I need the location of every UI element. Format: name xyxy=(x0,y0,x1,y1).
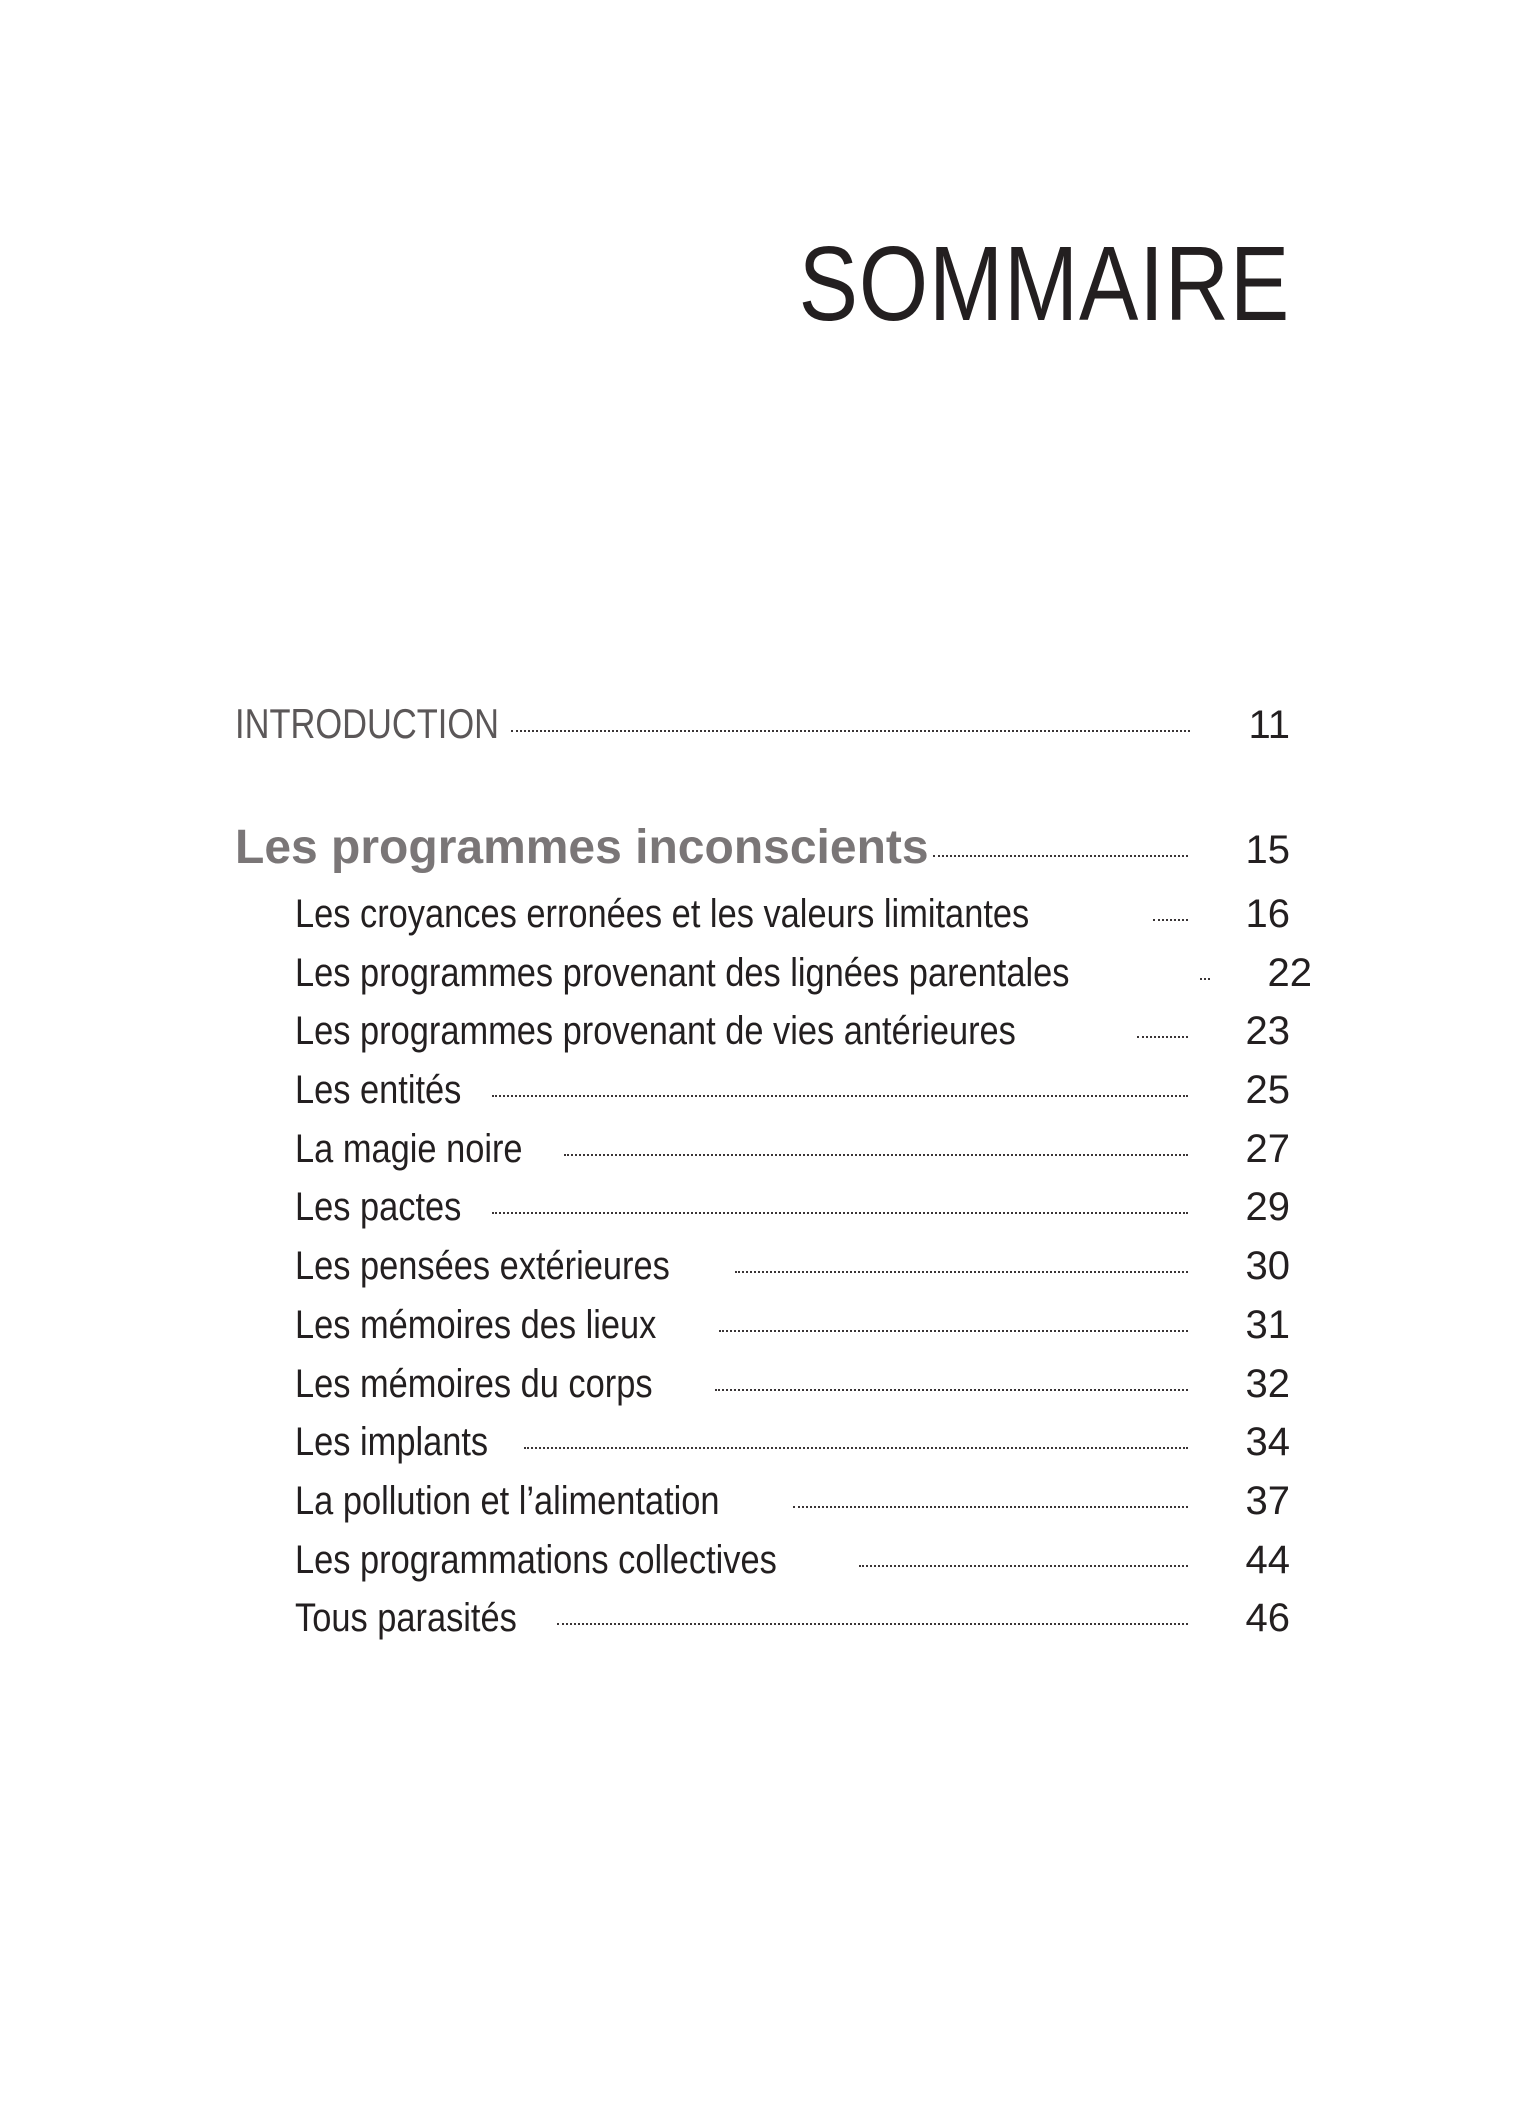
toc-label: INTRODUCTION xyxy=(235,700,500,747)
toc-row-entry[interactable] xyxy=(235,950,1313,1010)
dot-leader xyxy=(564,1154,1188,1156)
toc-row-entry[interactable] xyxy=(235,1185,1290,1244)
dot-leader xyxy=(492,1095,1187,1097)
dot-leader xyxy=(492,1212,1187,1214)
toc-label: Les implants xyxy=(295,1420,489,1465)
toc-label: Les programmations collectives xyxy=(295,1537,777,1582)
toc-row-entry[interactable] xyxy=(235,1068,1290,1127)
toc-page-number: 22 xyxy=(1267,950,1313,995)
toc-label: Les croyances erronées et les valeurs limitantes xyxy=(295,892,1030,936)
dot-leader xyxy=(735,1271,1188,1273)
dot-leader xyxy=(933,855,1188,857)
toc-page-number: 31 xyxy=(1245,1302,1290,1347)
toc-page-number: 16 xyxy=(1245,892,1290,936)
dot-leader xyxy=(1137,1036,1187,1038)
toc-row-entry[interactable] xyxy=(235,892,1290,951)
toc-label: Les pactes xyxy=(295,1185,462,1230)
toc-row-entry[interactable] xyxy=(235,1596,1290,1655)
dot-leader xyxy=(524,1447,1188,1449)
toc-page-number: 11 xyxy=(1248,703,1290,747)
toc-page-number: 29 xyxy=(1245,1185,1290,1230)
toc-row-entry[interactable] xyxy=(235,1538,1290,1597)
toc-page-number: 15 xyxy=(1245,828,1290,872)
toc-page-number: 27 xyxy=(1245,1126,1290,1171)
dot-leader xyxy=(1153,919,1188,921)
toc-label: Les mémoires des lieux xyxy=(295,1302,657,1347)
toc-label: Les pensées extérieures xyxy=(295,1244,670,1289)
dot-leader xyxy=(715,1389,1188,1391)
toc-page-number: 23 xyxy=(1245,1009,1290,1054)
toc-label: Les entités xyxy=(295,1068,462,1113)
toc-label: La pollution et l’alimentation xyxy=(295,1478,720,1523)
toc-page-number: 34 xyxy=(1245,1420,1290,1465)
toc-row-entry[interactable] xyxy=(235,1479,1290,1538)
toc-label: Les programmes provenant de vies antérieures xyxy=(295,1009,1016,1054)
toc-label: Les programmes provenant des lignées parentales xyxy=(295,950,1070,995)
dot-leader xyxy=(1200,978,1210,980)
toc-row-introduction[interactable] xyxy=(235,700,1290,760)
toc-row-entry[interactable] xyxy=(235,1303,1290,1362)
toc-row-entry[interactable] xyxy=(235,1009,1290,1068)
toc-label: Tous parasités xyxy=(295,1596,517,1641)
toc-page-number: 46 xyxy=(1245,1596,1290,1641)
table-of-contents xyxy=(235,700,1313,1655)
toc-row-entry[interactable] xyxy=(235,1127,1290,1186)
toc-page-number: 44 xyxy=(1245,1537,1290,1582)
toc-page-number: 32 xyxy=(1245,1361,1290,1406)
toc-label: Les mémoires du corps xyxy=(295,1361,653,1406)
toc-row-chapter[interactable] xyxy=(235,820,1290,892)
toc-page-number: 25 xyxy=(1245,1068,1290,1113)
dot-leader xyxy=(557,1623,1188,1625)
page-title: SOMMAIRE xyxy=(798,225,1290,344)
dot-leader xyxy=(719,1330,1187,1332)
toc-row-entry[interactable] xyxy=(235,1420,1290,1479)
toc-row-entry[interactable] xyxy=(235,1244,1290,1303)
dot-leader xyxy=(859,1565,1187,1567)
toc-page-number: 30 xyxy=(1245,1244,1290,1289)
toc-label: La magie noire xyxy=(295,1126,523,1171)
dot-leader xyxy=(511,730,1190,732)
chapter-title: Les programmes inconscients xyxy=(235,821,929,874)
toc-page-number: 37 xyxy=(1245,1478,1290,1523)
dot-leader xyxy=(793,1506,1188,1508)
toc-row-entry[interactable] xyxy=(235,1362,1290,1421)
